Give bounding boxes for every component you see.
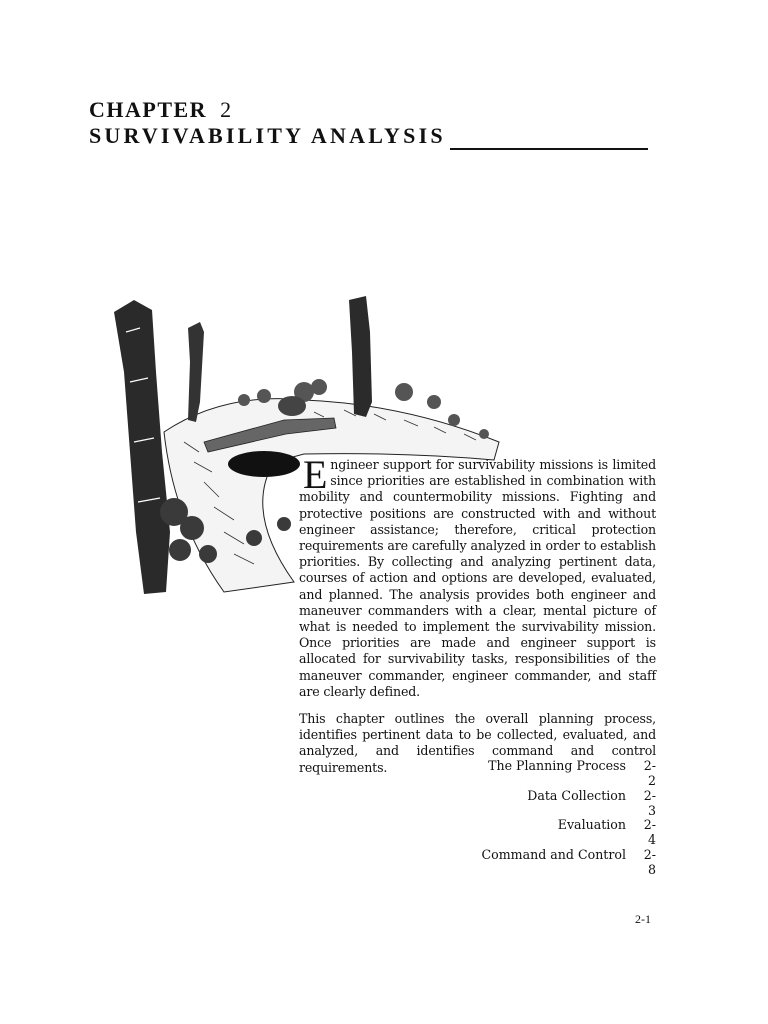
toc-entry[interactable]: [420, 758, 656, 788]
toc-entry-page: 2-4: [643, 817, 656, 847]
chapter-number: 2: [220, 97, 233, 122]
chapter-intro: [299, 452, 656, 787]
intro-paragraph-1-text: ngineer support for survivability missions is limited since priorities are established in combination with mobility and countermobility missions. Fighting and protective positions are constructed with and without engineer assistance; therefore, critical protection requirements are carefully analyzed in order to establish priorities. By collecting and analyzing pertinent data, courses of action and options are developed, evaluated, and planned. The analysis provides both engineer and maneuver commanders with a clear, mental picture of what is needed to implement the survivability mission. Once priorities are made and engineer support is allocated for survivability tasks, responsibilities of the maneuver commander, engineer commander, and staff are clearly defined.: [299, 457, 656, 699]
toc-entry[interactable]: [420, 847, 656, 877]
toc-entry-title: The Planning Process: [488, 758, 626, 773]
page-number: 2-1: [635, 912, 651, 926]
toc-entry[interactable]: [420, 817, 656, 847]
chapter-label-line: [89, 97, 649, 123]
chapter-label: CHAPTER: [89, 97, 208, 122]
intro-paragraph-2: This chapter outlines the overall planning process, identifies pertinent data to be collected, evaluated, and analyzed, and identifies command and control requirements.: [299, 711, 656, 775]
toc-entry[interactable]: [420, 788, 656, 818]
toc-entry-page: 2-2: [643, 758, 656, 788]
chapter-title: SURVIVABILITY ANALYSIS: [89, 123, 446, 148]
heading-underline: [450, 148, 648, 150]
section-contents: [420, 758, 656, 876]
drop-cap: E: [303, 452, 328, 497]
intro-paragraph-1: [299, 452, 656, 700]
toc-entry-title: Command and Control: [481, 846, 626, 862]
toc-entry-title: Data Collection: [527, 787, 626, 803]
chapter-heading: [89, 97, 649, 149]
toc-entry-title: Evaluation: [557, 817, 626, 832]
toc-entry-page: 2-3: [643, 787, 656, 818]
toc-entry-page: 2-8: [643, 846, 656, 877]
